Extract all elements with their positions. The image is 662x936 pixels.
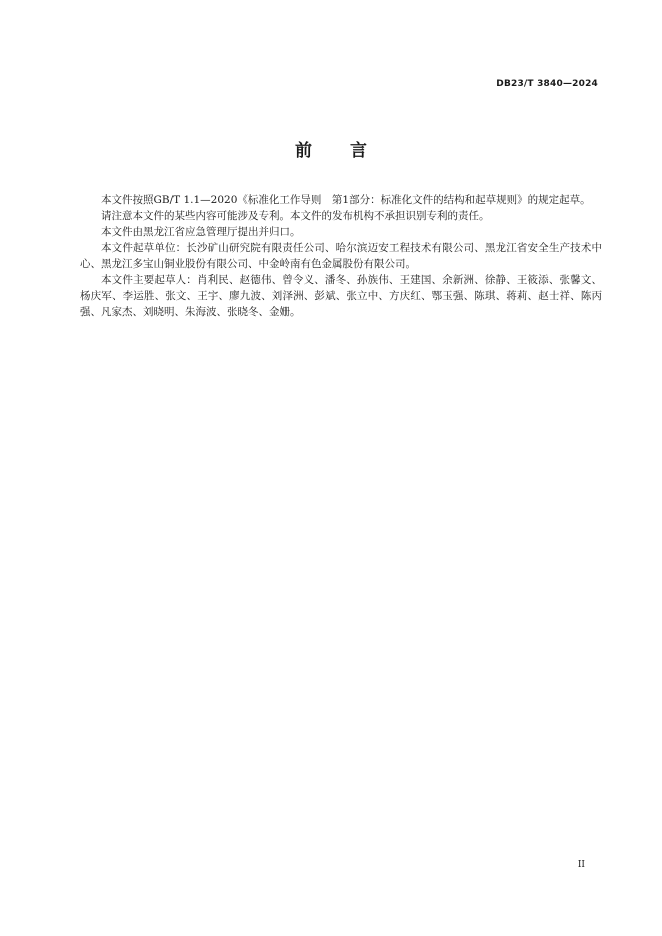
title-char-2: 言	[350, 141, 367, 161]
paragraph-proposer: 本文件由黑龙江省应急管理厅提出并归口。	[101, 226, 301, 238]
foreword-body	[80, 192, 602, 320]
paragraph-drafting-rules: 本文件按照GB/T 1.1—2020《标准化工作导则 第1部分：标准化文件的结构和起草规则》的规定起草。	[101, 194, 591, 206]
page-number: II	[577, 860, 585, 870]
paragraph-drafting-units: 本文件起草单位：长沙矿山研究院有限责任公司、哈尔滨迈安工程技术有限公司、黑龙江省安全生产技术中心、黑龙江多宝山铜业股份有限公司、中金岭南有色金属股份有限公司。	[80, 242, 602, 270]
document-code: DB23/T 3840—2024	[496, 79, 598, 89]
paragraph-drafters: 本文件主要起草人：肖利民、赵德伟、曾令义、潘冬、孙族伟、王建国、余新洲、徐静、王筱添、张馨文、杨庆军、李运胜、张文、王宇、廖九波、刘泽洲、彭斌、张立中、方庆红、鄂玉强、陈琪、蒋莉、赵士祥、陈丙强、凡家杰、刘晓明、朱海波、张晓冬、金姗。	[80, 274, 602, 318]
page-title	[0, 136, 662, 161]
title-char-1: 前	[295, 141, 312, 161]
paragraph-patent-notice: 请注意本文件的某些内容可能涉及专利。本文件的发布机构不承担识别专利的责任。	[101, 210, 490, 222]
